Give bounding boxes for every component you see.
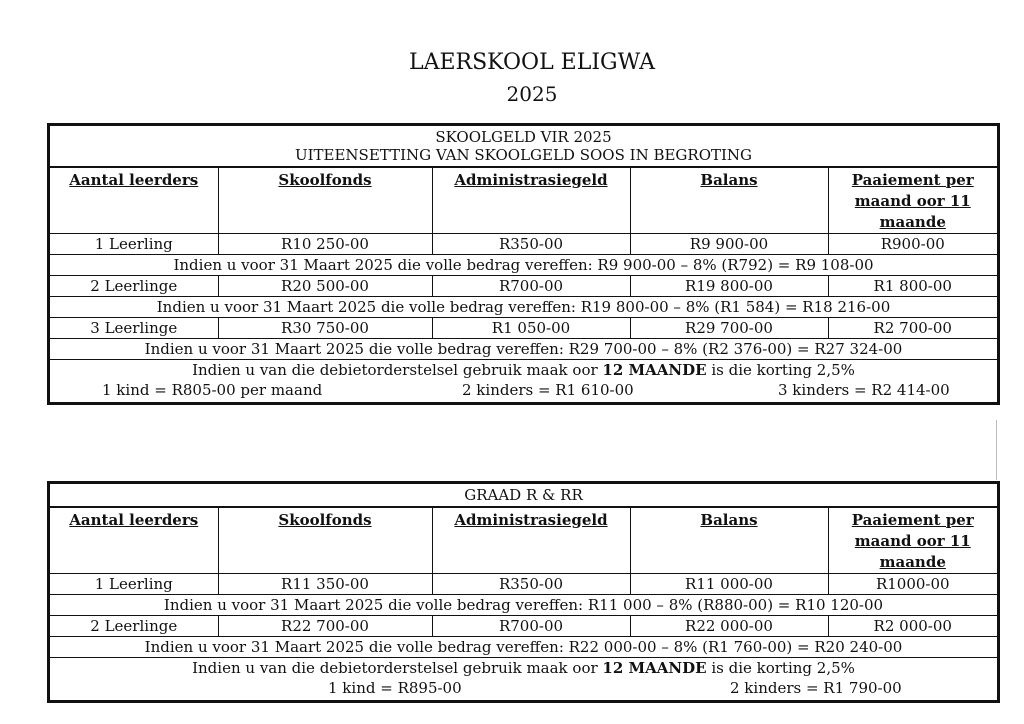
cell-balance: R9 900-00	[630, 234, 828, 255]
col-header-learners: Aantal leerders	[50, 168, 218, 234]
cell-monthly: R900-00	[828, 234, 997, 255]
cell-learners: 1 Leerling	[50, 234, 218, 255]
table-row	[50, 234, 997, 255]
col-header-admin: Administrasiegeld	[432, 508, 630, 574]
early-payment-note: Indien u voor 31 Maart 2025 die volle bedrag vereffen: R22 000-00 – 8% (R1 760-00) = R20 240-00	[50, 637, 997, 658]
table-title: SKOOLGELD VIR 2025	[435, 128, 612, 146]
cell-balance: R22 000-00	[630, 616, 828, 637]
cell-learners: 1 Leerling	[50, 574, 218, 595]
fees-table-grade-r	[47, 481, 1000, 703]
early-payment-note: Indien u voor 31 Maart 2025 die volle bedrag vereffen: R9 900-00 – 8% (R792) = R9 108-00	[50, 255, 997, 276]
table-row	[50, 276, 997, 297]
cell-admin: R350-00	[432, 574, 630, 595]
col-header-fund: Skoolfonds	[218, 168, 432, 234]
col-header-balance: Balans	[630, 508, 828, 574]
cell-learners: 2 Leerlinge	[50, 276, 218, 297]
cell-admin: R1 050-00	[432, 318, 630, 339]
debit-order-note: Indien u van die debietorderstelsel gebruik maak oor 12 MAANDE is die korting 2,5%	[192, 361, 855, 379]
table-header	[50, 126, 997, 168]
fees-grid	[50, 168, 997, 360]
school-title: LAERSKOOL ELIGWA	[408, 50, 656, 75]
col-header-learners: Aantal leerders	[50, 508, 218, 574]
col-header-monthly: Paaiement per maand oor 11 maande	[828, 168, 997, 234]
table-header	[50, 484, 997, 508]
col-header-monthly: Paaiement per maand oor 11 maande	[828, 508, 997, 574]
cell-balance: R29 700-00	[630, 318, 828, 339]
cell-monthly: R1000-00	[828, 574, 997, 595]
rate-one-child: 1 kind = R895-00	[328, 679, 462, 697]
rate-two-children: 2 kinders = R1 790-00	[730, 679, 902, 697]
table-row	[50, 616, 997, 637]
child-rates	[50, 678, 997, 700]
school-year: 2025	[506, 82, 558, 106]
cell-admin: R350-00	[432, 234, 630, 255]
cell-fund: R30 750-00	[218, 318, 432, 339]
child-rates	[50, 380, 997, 402]
cell-fund: R20 500-00	[218, 276, 432, 297]
cell-fund: R22 700-00	[218, 616, 432, 637]
rate-three-children: 3 kinders = R2 414-00	[778, 381, 950, 399]
debit-order-note: Indien u van die debietorderstelsel gebruik maak oor 12 MAANDE is die korting 2,5%	[192, 659, 855, 677]
cell-monthly: R1 800-00	[828, 276, 997, 297]
table-title: GRAAD R & RR	[464, 486, 583, 504]
fees-table-2025	[47, 123, 1000, 405]
table-row	[50, 318, 997, 339]
cell-fund: R10 250-00	[218, 234, 432, 255]
table-subtitle: UITEENSETTING VAN SKOOLGELD SOOS IN BEGROTING	[294, 146, 753, 164]
cell-balance: R19 800-00	[630, 276, 828, 297]
debit-months: 12 MAANDE	[602, 361, 707, 379]
cell-monthly: R2 700-00	[828, 318, 997, 339]
early-payment-note: Indien u voor 31 Maart 2025 die volle bedrag vereffen: R11 000 – 8% (R880-00) = R10 120-00	[50, 595, 997, 616]
fees-grid	[50, 508, 997, 658]
col-header-balance: Balans	[630, 168, 828, 234]
cell-learners: 2 Leerlinge	[50, 616, 218, 637]
col-header-fund: Skoolfonds	[218, 508, 432, 574]
early-payment-note: Indien u voor 31 Maart 2025 die volle bedrag vereffen: R19 800-00 – 8% (R1 584) = R18 216-00	[50, 297, 997, 318]
rate-one-child: 1 kind = R805-00 per maand	[102, 381, 323, 399]
early-payment-note: Indien u voor 31 Maart 2025 die volle bedrag vereffen: R29 700-00 – 8% (R2 376-00) = R27 324-00	[50, 339, 997, 360]
cell-fund: R11 350-00	[218, 574, 432, 595]
rate-two-children: 2 kinders = R1 610-00	[462, 381, 634, 399]
table-row	[50, 574, 997, 595]
cell-admin: R700-00	[432, 616, 630, 637]
cell-balance: R11 000-00	[630, 574, 828, 595]
edge-line	[996, 420, 997, 480]
col-header-admin: Administrasiegeld	[432, 168, 630, 234]
debit-months: 12 MAANDE	[602, 659, 707, 677]
cell-admin: R700-00	[432, 276, 630, 297]
cell-learners: 3 Leerlinge	[50, 318, 218, 339]
cell-monthly: R2 000-00	[828, 616, 997, 637]
